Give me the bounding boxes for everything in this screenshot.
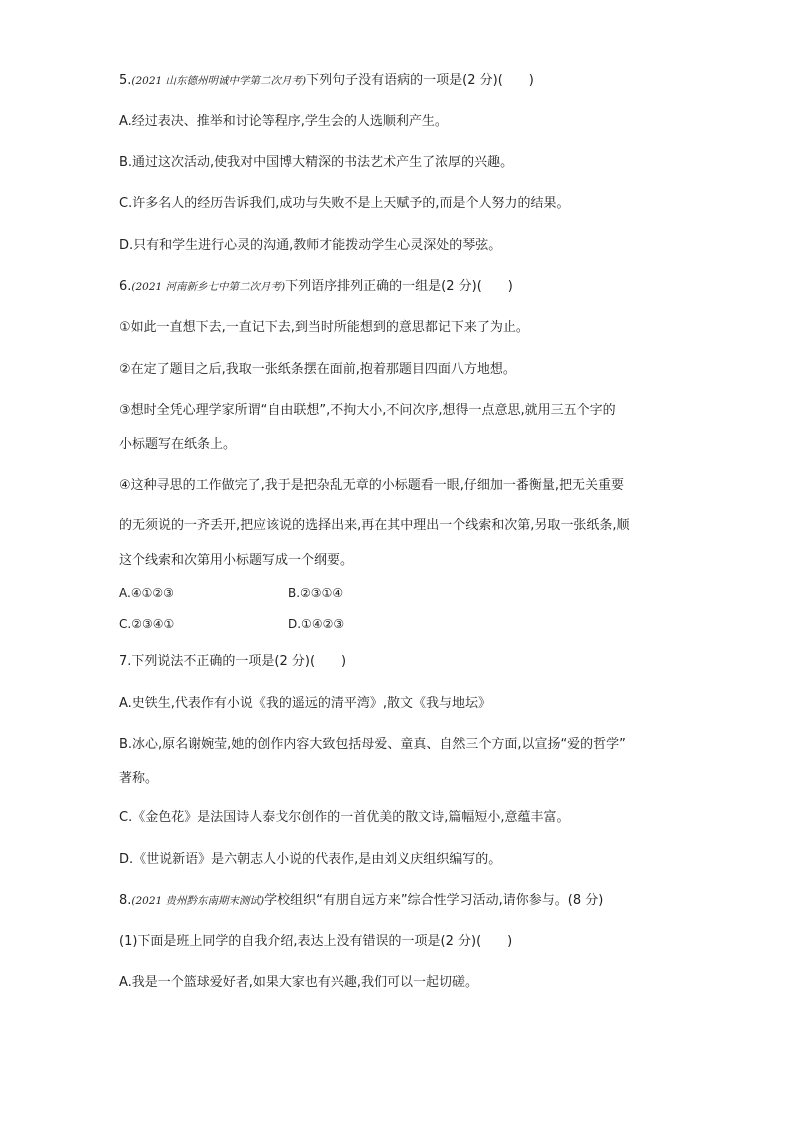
q6-item-1: ①如此一直想下去,一直记下去,到当时所能想到的意思都记下来了为止。 — [119, 320, 529, 335]
q6-choice-d: D.①④②③ — [288, 617, 345, 631]
q6-number: 6. — [119, 279, 132, 294]
q5-option-c: C.许多名人的经历告诉我们,成功与失败不是上天赋予的,而是个人努力的结果。 — [119, 196, 570, 211]
q8-stem: 学校组织“有朋自远方来”综合性学习活动,请你参与。(8 分) — [264, 893, 604, 908]
q8-sub1-stem: (1)下面是班上同学的自我介绍,表达上没有错误的一项是(2 分)( ) — [119, 934, 513, 949]
q6-item-3: ③想时全凭心理学家所谓“自由联想”,不拘大小,不问次序,想得一点意思,就用三五个字的 — [119, 403, 616, 418]
q7-option-d: D.《世说新语》是六朝志人小说的代表作,是由刘义庆组织编写的。 — [119, 852, 502, 867]
q8-sub1-option-a: A.我是一个篮球爱好者,如果大家也有兴趣,我们可以一起切磋。 — [119, 975, 479, 990]
q6-choice-b: B.②③①④ — [288, 586, 344, 600]
q6-source: (2021 河南新乡七中第二次月考) — [131, 281, 286, 293]
q7-option-b: B.冰心,原名谢婉莹,她的创作内容大致包括母爱、童真、自然三个方面,以宣扬“爱的哲学” — [119, 737, 626, 752]
q6-item-4: ④这种寻思的工作做完了,我于是把杂乱无章的小标题看一眼,仔细加一番衡量,把无关重要 — [119, 478, 625, 493]
q6-item-2: ②在定了题目之后,我取一张纸条摆在面前,抱着那题目四面八方地想。 — [119, 362, 516, 377]
q6-choice-a: A.④①②③ — [119, 586, 174, 600]
q5-stem: 下列句子没有语病的一项是(2 分)( ) — [306, 73, 534, 88]
q6-stem-line — [119, 279, 513, 295]
q8-number: 8. — [119, 893, 132, 908]
q7-option-b-cont: 著称。 — [119, 771, 159, 786]
q5-source: (2021 山东德州明诚中学第二次月考) — [131, 75, 307, 87]
q6-stem: 下列语序排列正确的一组是(2 分)( ) — [285, 279, 513, 294]
q5-number: 5. — [119, 73, 132, 88]
q6-choice-c: C.②③④① — [119, 617, 175, 631]
q7-option-a: A.史铁生,代表作有小说《我的遥远的清平湾》,散文《我与地坛》 — [119, 696, 492, 711]
q5-option-b: B.通过这次活动,使我对中国博大精深的书法艺术产生了浓厚的兴趣。 — [119, 155, 514, 170]
q8-source: (2021 贵州黔东南期末测试) — [131, 895, 265, 907]
q6-item-4-cont: 这个线索和次第用小标题写成一个纲要。 — [119, 553, 354, 568]
q5-option-d: D.只有和学生进行心灵的沟通,教师才能拨动学生心灵深处的琴弦。 — [119, 238, 502, 253]
q7-stem: 7.下列说法不正确的一项是(2 分)( ) — [119, 654, 347, 669]
q5-option-a: A.经过表决、推举和讨论等程序,学生会的人选顺利产生。 — [119, 114, 448, 129]
q6-item-4-cont: 的无须说的一齐丢开,把应该说的选择出来,再在其中理出一个线索和次第,另取一张纸条,顺 — [119, 518, 630, 533]
q5-stem-line — [119, 73, 534, 89]
q8-stem-line — [119, 893, 603, 909]
q6-item-3-cont: 小标题写在纸条上。 — [119, 437, 237, 452]
q7-option-c: C.《金色花》是法国诗人泰戈尔创作的一首优美的散文诗,篇幅短小,意蕴丰富。 — [119, 810, 570, 825]
